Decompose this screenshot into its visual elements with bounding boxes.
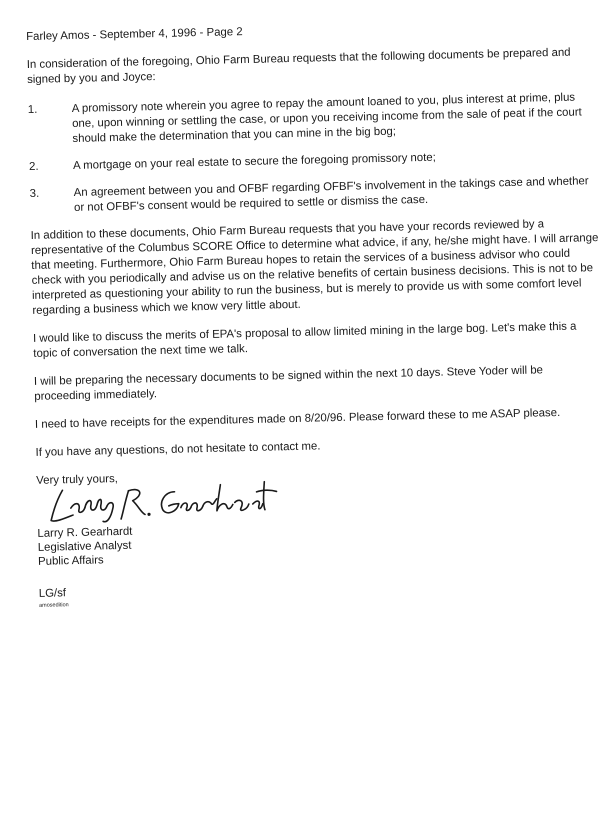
- handwritten-signature: [48, 477, 279, 526]
- list-item-number: 3.: [29, 187, 40, 200]
- signer-department: Public Affairs: [37, 554, 104, 568]
- paragraph-documents: I will be preparing the necessary documents to be signed within the next 10 days. Steve Yoder will be proceeding immediately.: [33, 364, 544, 403]
- file-reference: amosedition: [38, 602, 69, 609]
- list-item-number: 1.: [27, 103, 38, 116]
- paragraph-contact: If you have any questions, do not hesitate to contact me.: [35, 440, 321, 459]
- paragraph-epa-proposal: I would like to discuss the merits of EPA's proposal to allow limited mining in the large bog. Let's make this a topic of conversation the next time we talk.: [32, 320, 577, 360]
- paragraph-receipts: I need to have receipts for the expenditures made on 8/20/96. Please forward these to me ASAP please.: [34, 406, 561, 431]
- intro-paragraph: In consideration of the foregoing, Ohio Farm Bureau requests that the following documents be prepared and signed by you and Joyce:: [26, 46, 571, 86]
- list-item-number: 2.: [28, 160, 39, 173]
- list-item-text: An agreement between you and OFBF regarding OFBF's involvement in the takings case and whether or not OFBF's consent would be required to settle or dismiss the case.: [73, 175, 589, 214]
- page-header: Farley Amos - September 4, 1996 - Page 2: [26, 26, 243, 43]
- list-item-text: A promissory note wherein you agree to repay the amount loaned to you, plus interest at prime, plus one, upon winning or settling the case, or upon you receiving income from the sale of peat if the court should make the determination that you can mine in the big bog;: [71, 91, 582, 145]
- list-item-text: A mortgage on your real estate to secure the foregoing promissory note;: [72, 151, 436, 172]
- signer-name: Larry R. Gearhardt: [37, 525, 133, 540]
- letter-body: [26, 17, 600, 610]
- list-item: [30, 174, 599, 217]
- paragraph-score-review: In addition to these documents, Ohio Farm Bureau requests that you have your records reviewed by a representative of the Columbus SCORE Office to determine what advice, if any, he/she might have. I will arrange that meeting. Furthermore, Ohio Farm Bureau hopes to retain the services of a business advisor who could check with you periodically and advise us on the relative benefits of certain business decisions. This is not to be interpreted as questioning your ability to run the business, but is merely to provide us with some comfort level regarding a business which we know very little about.: [30, 218, 599, 317]
- typist-initials: LG/sf: [38, 587, 67, 600]
- request-list: [28, 90, 598, 217]
- list-item: [28, 90, 597, 148]
- closing-line: Very truly yours,: [36, 473, 119, 487]
- list-item: [29, 147, 597, 175]
- signer-title: Legislative Analyst: [37, 539, 132, 554]
